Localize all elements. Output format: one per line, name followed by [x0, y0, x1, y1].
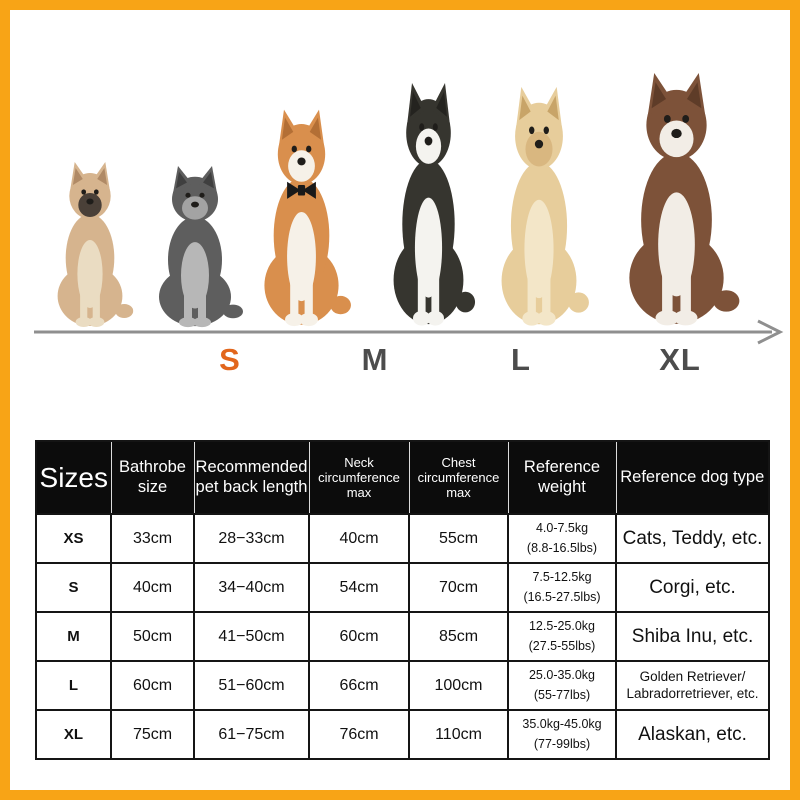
schnauzer-icon: [145, 164, 245, 330]
cell-neck-circumference-max: 54cm: [309, 563, 409, 612]
weight-lbs: (27.5-55lbs): [528, 638, 596, 653]
col-header-reference-weight: Reference weight: [508, 441, 616, 514]
size-table: [35, 440, 770, 760]
husky-icon: [380, 80, 477, 330]
cell-chest-circumference-max: 110cm: [409, 710, 508, 759]
cell-reference-weight: [508, 612, 616, 661]
size-table-wrap: [35, 440, 770, 760]
size-label-s: S: [219, 342, 241, 377]
cell-size: XL: [36, 710, 111, 759]
cell-back-length: 41−50cm: [194, 612, 309, 661]
cell-reference-weight: [508, 710, 616, 759]
weight-lbs: (77-99lbs): [533, 736, 591, 751]
cell-bathrobe-size: 75cm: [111, 710, 194, 759]
alaskan-malamute-icon: [611, 70, 742, 330]
table-row-l: [36, 661, 769, 710]
weight-kg: 4.0-7.5kg: [535, 521, 589, 536]
cell-reference-dog-type: Shiba Inu, etc.: [616, 612, 769, 661]
weight-lbs: (16.5-27.5lbs): [523, 589, 601, 604]
cell-size: XS: [36, 514, 111, 563]
table-row-xl: [36, 710, 769, 759]
size-label-l: L: [511, 342, 531, 377]
cell-reference-dog-type: Golden Retriever/ Labradorretriever, etc.: [616, 661, 769, 710]
cell-bathrobe-size: 33cm: [111, 514, 194, 563]
size-table-header: [36, 441, 769, 514]
cell-chest-circumference-max: 100cm: [409, 661, 508, 710]
weight-lbs: (55-77lbs): [533, 687, 591, 702]
cell-back-length: 51−60cm: [194, 661, 309, 710]
cell-reference-weight: [508, 514, 616, 563]
cell-neck-circumference-max: 40cm: [309, 514, 409, 563]
cell-chest-circumference-max: 55cm: [409, 514, 508, 563]
weight-lbs: (8.8-16.5lbs): [526, 540, 598, 555]
cell-size: M: [36, 612, 111, 661]
size-label-xl: XL: [659, 342, 701, 377]
cell-bathrobe-size: 50cm: [111, 612, 194, 661]
cell-neck-circumference-max: 60cm: [309, 612, 409, 661]
table-row-xs: [36, 514, 769, 563]
cell-reference-dog-type: Cats, Teddy, etc.: [616, 514, 769, 563]
col-header-sizes: Sizes: [36, 441, 111, 514]
weight-kg: 7.5-12.5kg: [532, 570, 592, 585]
french-bulldog-icon: [45, 160, 135, 330]
col-header-reference-dog-type: Reference dog type: [616, 441, 769, 514]
size-label-m: M: [361, 342, 389, 377]
col-header-recommended-pet-back-length: Recommended pet back length: [194, 441, 309, 514]
weight-kg: 35.0kg-45.0kg: [522, 717, 602, 732]
cell-bathrobe-size: 60cm: [111, 661, 194, 710]
cell-size: S: [36, 563, 111, 612]
shiba-inu-icon: [250, 107, 353, 330]
col-header-bathrobe-size: Bathrobe size: [111, 441, 194, 514]
cell-reference-dog-type: Alaskan, etc.: [616, 710, 769, 759]
cell-reference-weight: [508, 661, 616, 710]
header-row: [36, 441, 769, 514]
cell-neck-circumference-max: 66cm: [309, 661, 409, 710]
cell-chest-circumference-max: 85cm: [409, 612, 508, 661]
cell-size: L: [36, 661, 111, 710]
weight-kg: 12.5-25.0kg: [528, 619, 596, 634]
col-header-neck-circumference-max: Neck circumference max: [309, 441, 409, 514]
table-row-m: [36, 612, 769, 661]
cell-chest-circumference-max: 70cm: [409, 563, 508, 612]
cell-reference-dog-type: Corgi, etc.: [616, 563, 769, 612]
cell-neck-circumference-max: 76cm: [309, 710, 409, 759]
table-row-s: [36, 563, 769, 612]
weight-kg: 25.0-35.0kg: [528, 668, 596, 683]
dog-lineup-scene: [10, 10, 790, 440]
cell-back-length: 61−75cm: [194, 710, 309, 759]
cell-back-length: 34−40cm: [194, 563, 309, 612]
cell-back-length: 28−33cm: [194, 514, 309, 563]
golden-retriever-icon: [487, 84, 591, 330]
cell-reference-weight: [508, 563, 616, 612]
cell-bathrobe-size: 40cm: [111, 563, 194, 612]
col-header-chest-circumference-max: Chest circumference max: [409, 441, 508, 514]
size-table-body: [36, 514, 769, 759]
